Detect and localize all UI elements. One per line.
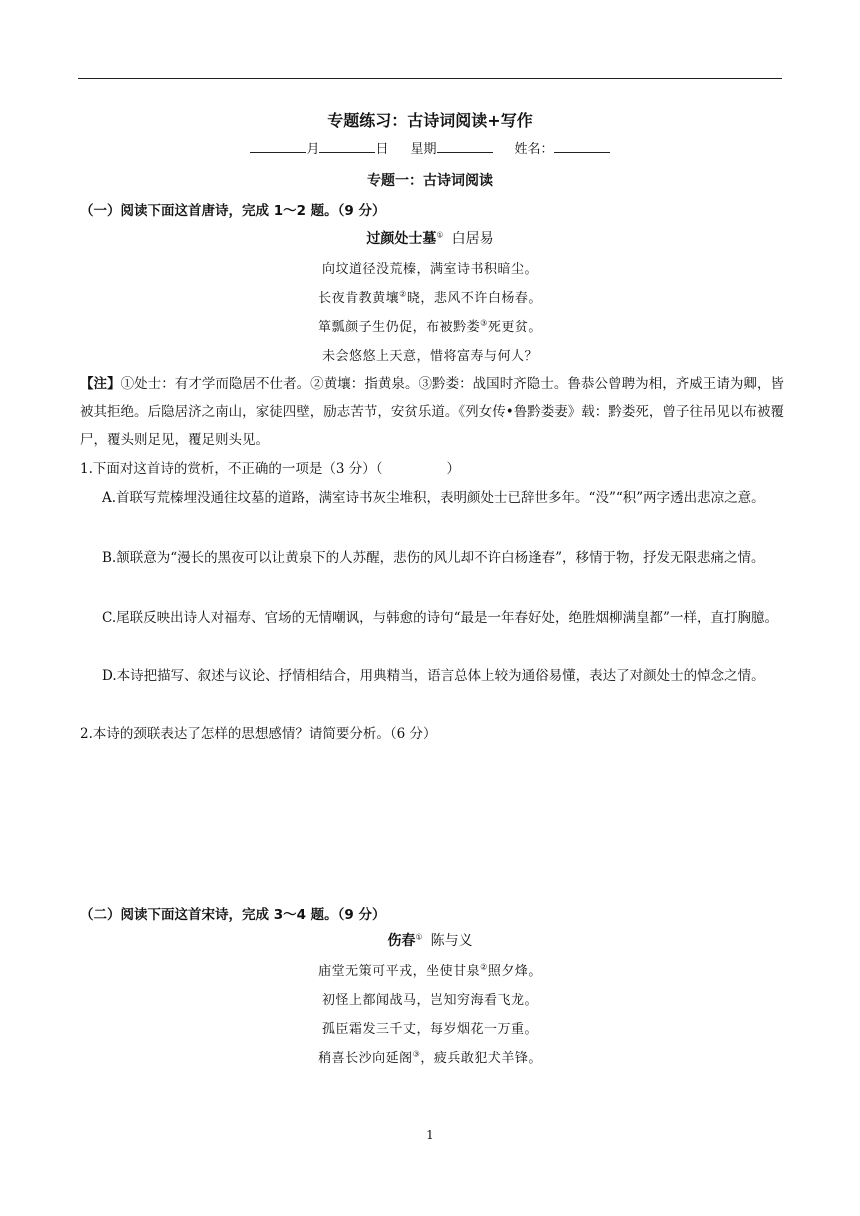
poem-author: 陈与义 bbox=[430, 933, 473, 949]
footnote-marker: ③ bbox=[412, 1049, 421, 1059]
poem-line bbox=[0, 960, 860, 979]
part2-poem-title bbox=[0, 930, 860, 950]
poem-line bbox=[0, 316, 860, 335]
question-1-stem bbox=[80, 455, 784, 483]
month-blank[interactable] bbox=[250, 140, 306, 153]
poem-line-text: 庙堂无策可平戎，坐使甘泉 bbox=[318, 964, 481, 979]
weekday-label: 星期 bbox=[410, 142, 437, 157]
question-text: ） bbox=[446, 461, 461, 477]
poem-line-text: 向坟道径没荒榛，满室诗书积暗尘。 bbox=[321, 262, 538, 277]
option-b: B.颔联意为“漫长的黑夜可以让黄泉下的人苏醒，悲伤的风儿却不许白杨逢春”，移情于物，抒发无限悲痛之情。 bbox=[102, 550, 765, 566]
poem-title-text: 伤春 bbox=[387, 933, 416, 949]
day-label: 日 bbox=[375, 142, 389, 157]
annotation-paragraph bbox=[80, 370, 784, 454]
page-title: 专题练习：古诗词阅读+写作 bbox=[327, 111, 533, 130]
poem-line-text: 死更贫。 bbox=[487, 320, 542, 335]
footnote-marker: ① bbox=[415, 932, 423, 942]
footnote-marker: ③ bbox=[480, 318, 488, 328]
name-blank[interactable] bbox=[554, 140, 610, 153]
poem-line-text: 照夕烽。 bbox=[487, 964, 542, 979]
part1-heading: （一）阅读下面这首唐诗，完成 1～2 题。（9 分） bbox=[80, 203, 386, 219]
footnote-marker: ② bbox=[480, 962, 488, 972]
poem-line-text: 晓，悲风不许白杨春。 bbox=[406, 291, 542, 306]
page-number: 1 bbox=[426, 1128, 434, 1142]
poem-line bbox=[0, 1047, 860, 1066]
poem-line bbox=[0, 1018, 860, 1037]
poem-line-text: 初怪上都闻战马，岂知穷海看飞龙。 bbox=[321, 993, 538, 1008]
poem-line bbox=[0, 258, 860, 277]
question-2: 2.本诗的颈联表达了怎样的思想感情？请简要分析。（6 分） bbox=[80, 726, 437, 742]
section-title: 专题一：古诗词阅读 bbox=[367, 173, 493, 189]
poem-line-text: 未会悠悠上天意，惜将富寿与何人？ bbox=[321, 349, 538, 364]
poem-line-text: ，疲兵敢犯犬羊锋。 bbox=[420, 1051, 542, 1066]
day-blank[interactable] bbox=[319, 140, 375, 153]
annotation-mark: 【注】 bbox=[80, 376, 121, 392]
annotation-text: ①处士：有才学而隐居不仕者。②黄壤：指黄泉。③黔娄：战国时齐隐士。鲁恭公曾聘为相，齐威王请为卿，皆被其拒绝。后隐居济之南山，家徒四壁，励志苦节，安贫乐道。《列女传•鲁黔娄妻》载：黔娄死，曾子往吊见以布被覆尸，覆头则足见，覆足则头见。 bbox=[80, 376, 785, 448]
poem-line-text: 稍喜长沙向延阁 bbox=[318, 1051, 413, 1066]
poem-line bbox=[0, 989, 860, 1008]
name-label: 姓名： bbox=[514, 142, 554, 157]
poem-line-text: 长夜肯教黄壤 bbox=[318, 291, 400, 306]
poem-author: 白居易 bbox=[451, 231, 494, 247]
footnote-marker: ② bbox=[399, 289, 407, 299]
option-a: A.首联写荒榛埋没通往坟墓的道路，满室诗书灰尘堆积，表明颜处士已辞世多年。“没”“积”两字透出悲凉之意。 bbox=[102, 490, 765, 506]
part2-heading: （二）阅读下面这首宋诗，完成 3～4 题。（9 分） bbox=[80, 907, 386, 923]
poem-line bbox=[0, 287, 860, 306]
poem-line bbox=[0, 345, 860, 364]
part1-poem-title bbox=[0, 228, 860, 248]
option-d: D.本诗把描写、叙述与议论、抒情相结合，用典精当，语言总体上较为通俗易懂，表达了对颜处士的悼念之情。 bbox=[102, 668, 765, 684]
month-label: 月 bbox=[306, 142, 320, 157]
poem-line-text: 箪瓢颜子生仍促，布被黔娄 bbox=[318, 320, 481, 335]
option-c: C.尾联反映出诗人对福寿、官场的无情嘲讽，与韩愈的诗句“最是一年春好处，绝胜烟柳满皇都”一样，直打胸臆。 bbox=[102, 610, 778, 626]
header-rule bbox=[78, 78, 782, 79]
footnote-marker: ① bbox=[436, 230, 444, 240]
question-text: 1.下面对这首诗的赏析，不正确的一项是（3 分）（ bbox=[80, 461, 383, 477]
weekday-blank[interactable] bbox=[437, 140, 493, 153]
poem-line-text: 孤臣霜发三千丈，每岁烟花一万重。 bbox=[321, 1022, 538, 1037]
date-name-line bbox=[0, 138, 860, 157]
poem-title-text: 过颜处士墓 bbox=[366, 231, 437, 247]
